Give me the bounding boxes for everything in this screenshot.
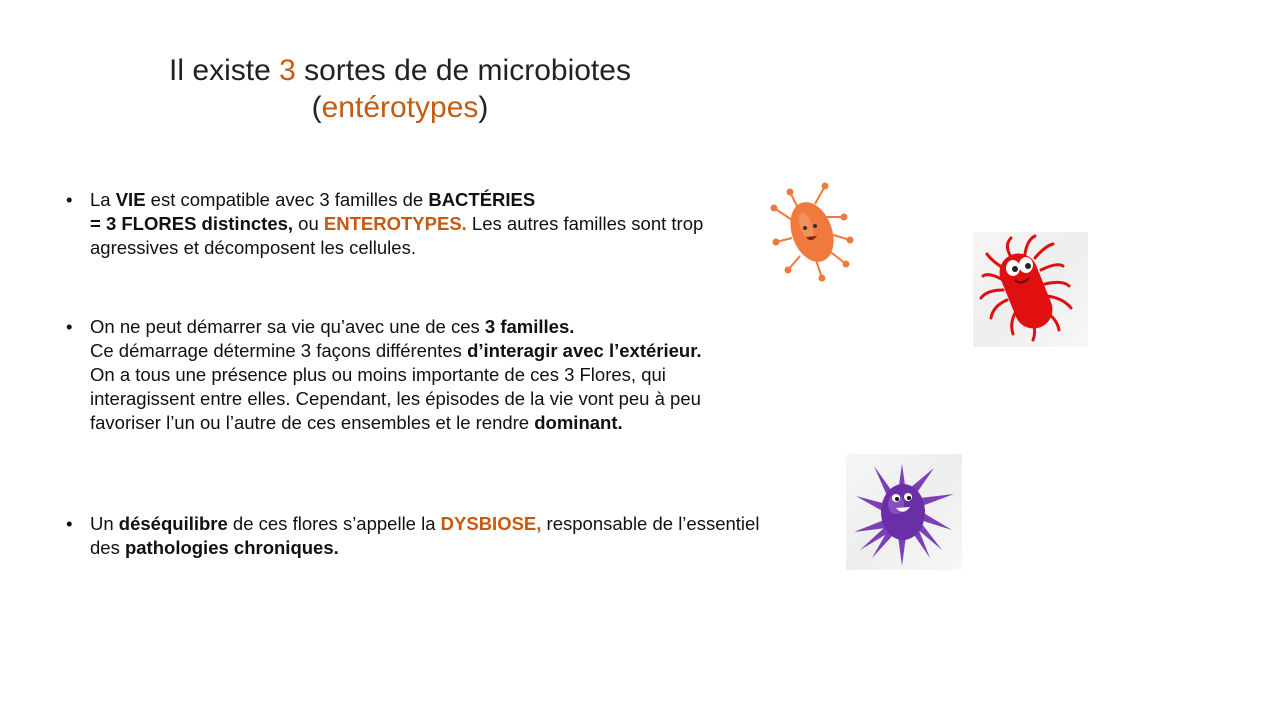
title-number: 3 xyxy=(279,54,296,87)
text: est compatible avec 3 familles de xyxy=(145,189,429,210)
title-text: sortes de de microbiotes xyxy=(295,54,631,87)
title-keyword: entérotypes xyxy=(321,91,479,124)
bullet-item-2 xyxy=(66,315,770,435)
bold-text: dominant. xyxy=(534,412,623,433)
bold-text: d’interagir avec l’extérieur. xyxy=(467,340,702,361)
text: Les autres familles sont trop agressives et décomposent les cellules. xyxy=(90,213,704,258)
red-bacterium-icon xyxy=(973,232,1088,347)
text: On ne peut démarrer sa vie qu’avec une de ces xyxy=(90,316,485,337)
bold-text: 3 familles. xyxy=(484,316,575,337)
orange-bacterium-icon xyxy=(770,182,860,282)
accent-text: DYSBIOSE, xyxy=(440,513,542,534)
slide-title-line-1 xyxy=(100,52,700,90)
paren-open: ( xyxy=(311,91,322,124)
bullet-dot: • xyxy=(66,513,73,534)
bold-text: déséquilibre xyxy=(118,513,228,534)
bold-text: BACTÉRIES xyxy=(428,189,536,210)
text: responsable de l’essentiel des xyxy=(90,513,760,558)
paren-close: ) xyxy=(478,91,489,124)
text: Un xyxy=(90,513,119,534)
slide-title-line-2 xyxy=(100,89,700,127)
text: de ces flores s’appelle la xyxy=(227,513,441,534)
bold-text: VIE xyxy=(115,189,146,210)
text: On a tous une présence plus ou moins importante de ces 3 Flores, qui interagissent entre elles. Cependant, les épisodes de la vie vont peu à peu favoriser l’un ou l’autre de ces ensembles et le rendre xyxy=(90,364,701,433)
bullet-dot: • xyxy=(66,189,73,210)
bold-text: pathologies chroniques. xyxy=(124,537,339,558)
title-text: Il existe xyxy=(169,54,280,87)
accent-text: ENTEROTYPES. xyxy=(323,213,467,234)
bullet-item-3 xyxy=(66,512,770,560)
text: Ce démarrage détermine 3 façons différentes xyxy=(90,340,468,361)
purple-virus-icon xyxy=(846,454,962,570)
text: ou xyxy=(293,213,324,234)
bold-text: = 3 FLORES distinctes, xyxy=(90,213,294,234)
bullet-dot: • xyxy=(66,316,73,337)
text: La xyxy=(90,189,116,210)
bullet-item-1 xyxy=(66,188,770,260)
